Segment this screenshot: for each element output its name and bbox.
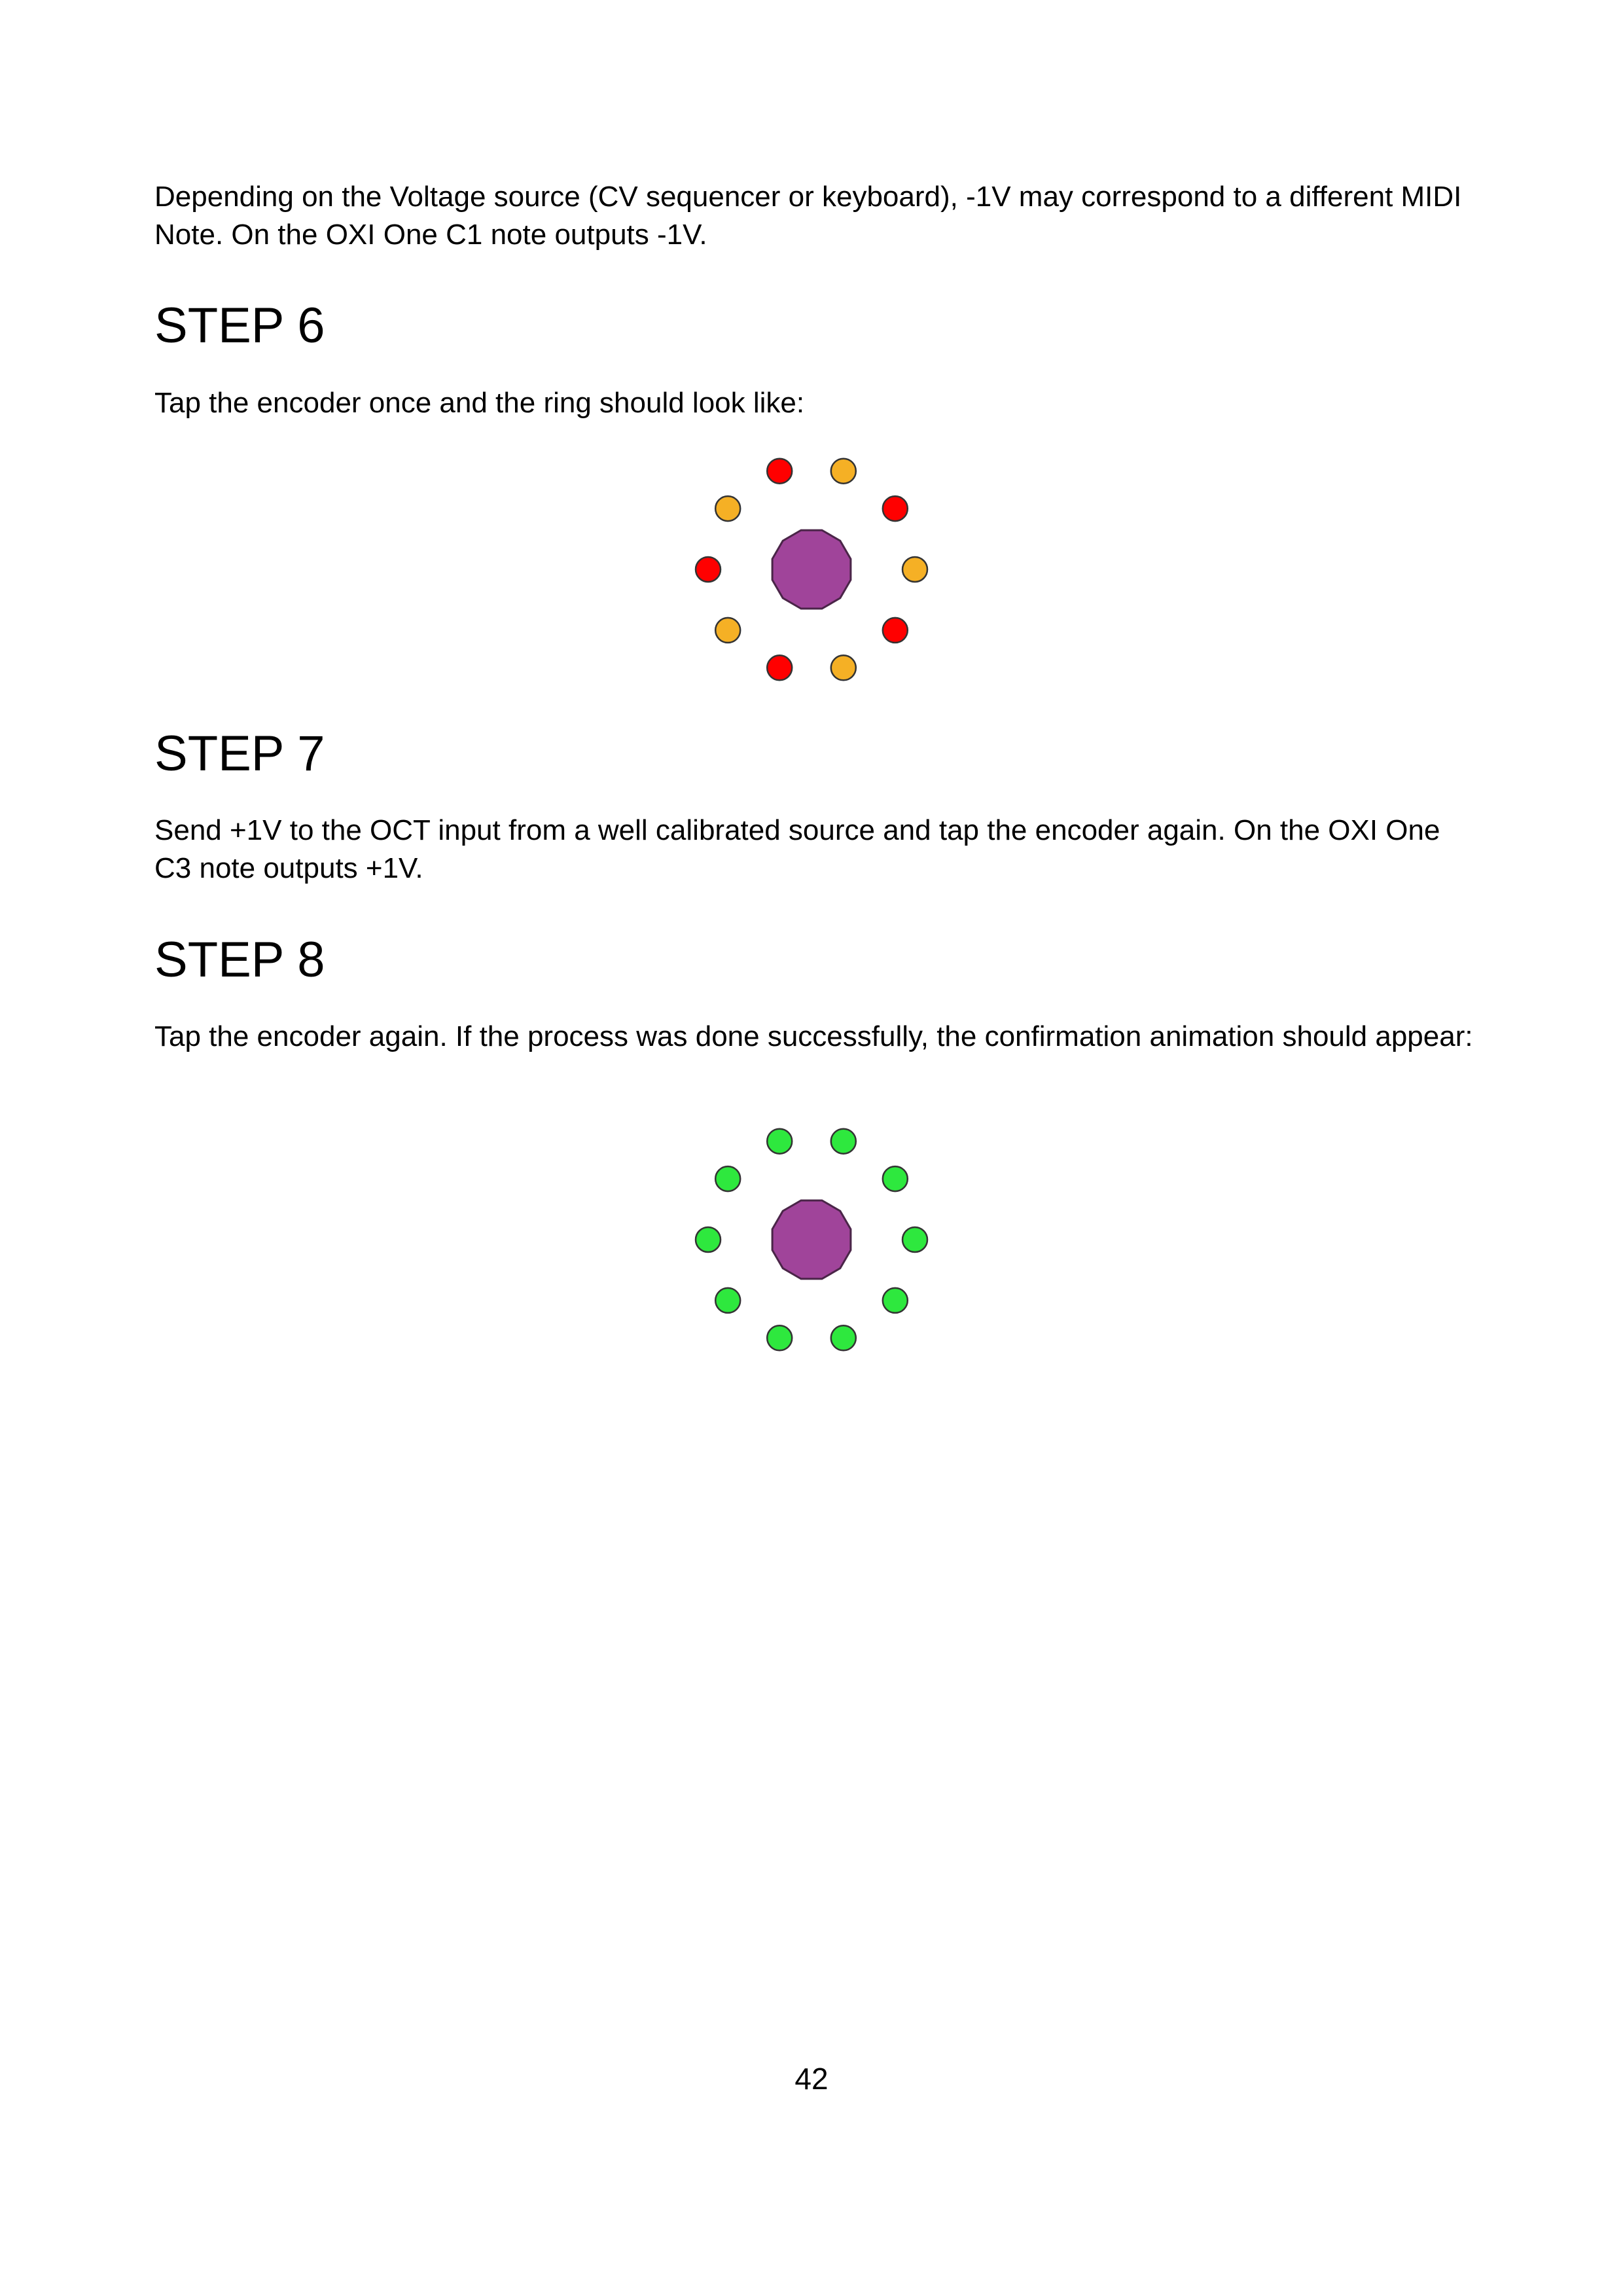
ring-led-7: [767, 1325, 792, 1350]
step-8-heading: STEP 8: [154, 932, 325, 988]
ring-led-8: [715, 618, 740, 643]
step-6-heading: STEP 6: [154, 298, 325, 353]
encoder-knob: [772, 1200, 851, 1279]
step-8-encoder-ring-diagram: [681, 1109, 942, 1371]
step-6-instruction: Tap the encoder once and the ring should look like:: [154, 387, 805, 419]
step-7-heading: STEP 7: [154, 726, 325, 781]
ring-led-9: [696, 557, 721, 582]
ring-led-3: [883, 496, 908, 521]
ring-led-10: [715, 1166, 740, 1191]
ring-led-7: [767, 655, 792, 680]
intro-paragraph: Depending on the Voltage source (CV sequencer or keyboard), -1V may correspond to a different MIDI Note. On the OXI One C1 note outputs -1V.: [154, 181, 1462, 251]
ring-led-6: [831, 655, 856, 680]
ring-led-1: [767, 1129, 792, 1154]
ring-led-5: [883, 1288, 908, 1313]
ring-led-6: [831, 1325, 856, 1350]
ring-led-2: [831, 1129, 856, 1154]
ring-led-3: [883, 1166, 908, 1191]
step-8-instruction: Tap the encoder again. If the process was done successfully, the confirmation animation should appear:: [154, 1020, 1473, 1052]
ring-led-4: [902, 557, 927, 582]
ring-led-2: [831, 459, 856, 484]
ring-led-8: [715, 1288, 740, 1313]
page-number: 42: [794, 2062, 829, 2096]
ring-led-4: [902, 1227, 927, 1252]
ring-led-5: [883, 618, 908, 643]
ring-led-9: [696, 1227, 721, 1252]
step-6-encoder-ring-diagram: [681, 439, 942, 700]
step-7-instruction: Send +1V to the OCT input from a well calibrated source and tap the encoder again. On the OXI One C3 note outputs +1V.: [154, 814, 1440, 884]
ring-led-10: [715, 496, 740, 521]
ring-led-1: [767, 459, 792, 484]
encoder-knob: [772, 530, 851, 609]
